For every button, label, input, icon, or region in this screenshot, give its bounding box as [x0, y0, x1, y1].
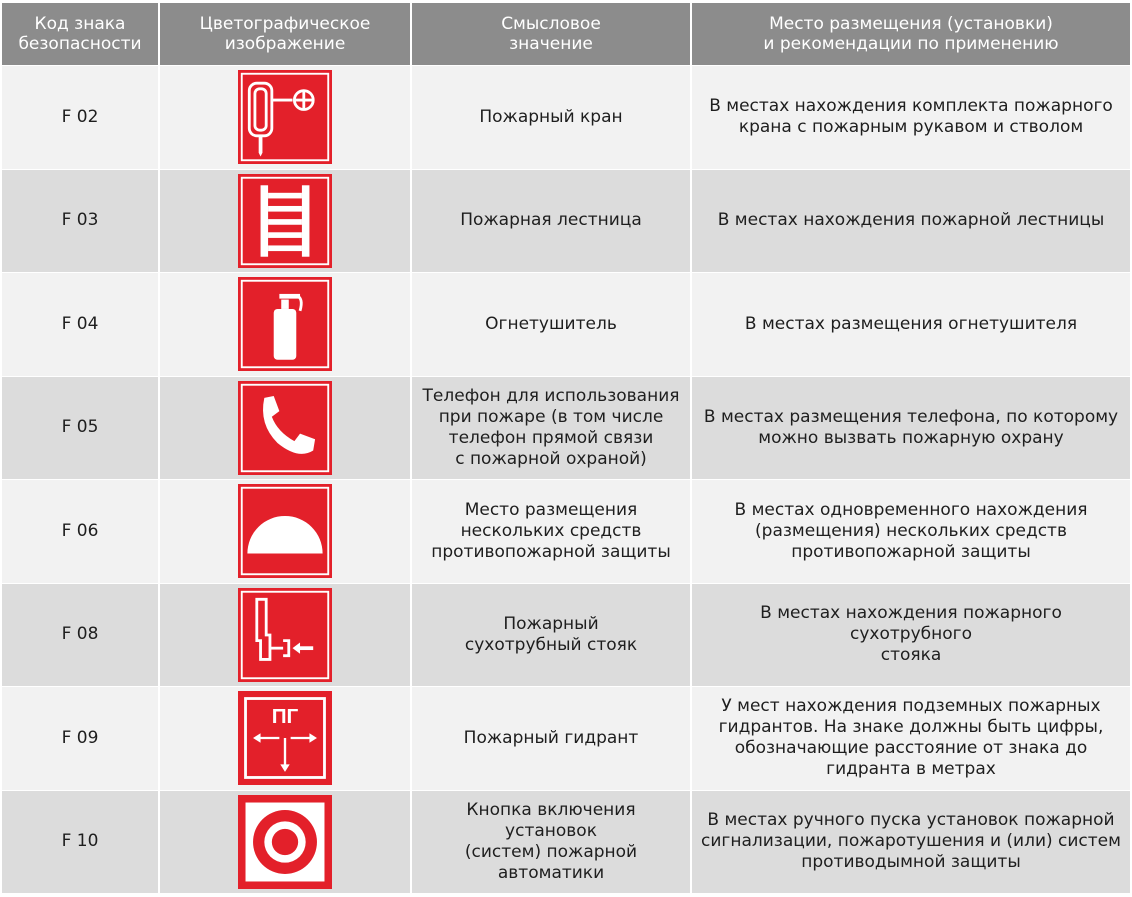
sign-image-cell	[160, 272, 412, 376]
table-row	[2, 65, 1130, 169]
sign-image-cell	[160, 65, 412, 169]
table-row	[2, 583, 1130, 687]
table-row	[2, 272, 1130, 376]
sign-code: F 02	[2, 65, 160, 169]
sign-code: F 04	[2, 272, 160, 376]
sign-place: В местах нахождения комплекта пожарного крана с пожарным рукавом и стволом	[692, 65, 1130, 169]
header-place: Место размещения (установки) и рекомендации по применению	[692, 3, 1130, 65]
sign-meaning: Телефон для использования при пожаре (в том числе телефон прямой связи с пожарной охраной)	[412, 376, 692, 480]
sign-place: В местах размещения телефона, по которому можно вызвать пожарную охрану	[692, 376, 1130, 480]
sign-code: F 06	[2, 479, 160, 583]
sign-meaning: Кнопка включения установок (систем) пожарной автоматики	[412, 790, 692, 894]
table-row	[2, 376, 1130, 480]
sign-place: У мест нахождения подземных пожарных гидрантов. На знаке должны быть цифры, обозначающие расстояние от знака до гидранта в метрах	[692, 686, 1130, 790]
sign-meaning: Пожарный гидрант	[412, 686, 692, 790]
sign-image-cell	[160, 479, 412, 583]
sign-meaning: Пожарный сухотрубный стояк	[412, 583, 692, 687]
sign-code: F 03	[2, 169, 160, 273]
fire-hydrant-icon	[238, 691, 332, 785]
sign-image-cell	[160, 790, 412, 894]
fire-extinguisher-icon	[238, 277, 332, 371]
fire-alarm-button-icon	[238, 795, 332, 889]
sign-place: В местах размещения огнетушителя	[692, 272, 1130, 376]
dry-standpipe-icon	[238, 588, 332, 682]
table-row	[2, 169, 1130, 273]
header-row	[2, 3, 1130, 65]
table-row	[2, 790, 1130, 894]
sign-meaning: Пожарная лестница	[412, 169, 692, 273]
sign-meaning: Пожарный кран	[412, 65, 692, 169]
sign-place: В местах нахождения пожарной лестницы	[692, 169, 1130, 273]
sign-code: F 08	[2, 583, 160, 687]
table-row	[2, 479, 1130, 583]
fire-hose-icon	[238, 70, 332, 164]
sign-image-cell	[160, 376, 412, 480]
header-code: Код знака безопасности	[2, 3, 160, 65]
hydrant-sign-text: ПГ	[271, 705, 299, 729]
fire-ladder-icon	[238, 174, 332, 268]
sign-image-cell	[160, 169, 412, 273]
sign-code: F 05	[2, 376, 160, 480]
fire-equipment-place-icon	[238, 484, 332, 578]
sign-place: В местах ручного пуска установок пожарной сигнализации, пожаротушения и (или) систем противодымной защиты	[692, 790, 1130, 894]
safety-signs-table	[2, 3, 1130, 893]
sign-place: В местах одновременного нахождения (размещения) нескольких средств противопожарной защиты	[692, 479, 1130, 583]
sign-image-cell	[160, 686, 412, 790]
sign-code: F 10	[2, 790, 160, 894]
header-image: Цветографическое изображение	[160, 3, 412, 65]
fire-phone-icon	[238, 381, 332, 475]
sign-meaning: Огнетушитель	[412, 272, 692, 376]
header-meaning: Смысловое значение	[412, 3, 692, 65]
sign-meaning: Место размещения нескольких средств противопожарной защиты	[412, 479, 692, 583]
sign-code: F 09	[2, 686, 160, 790]
sign-place: В местах нахождения пожарного сухотрубного стояка	[692, 583, 1130, 687]
sign-image-cell	[160, 583, 412, 687]
table-row	[2, 686, 1130, 790]
